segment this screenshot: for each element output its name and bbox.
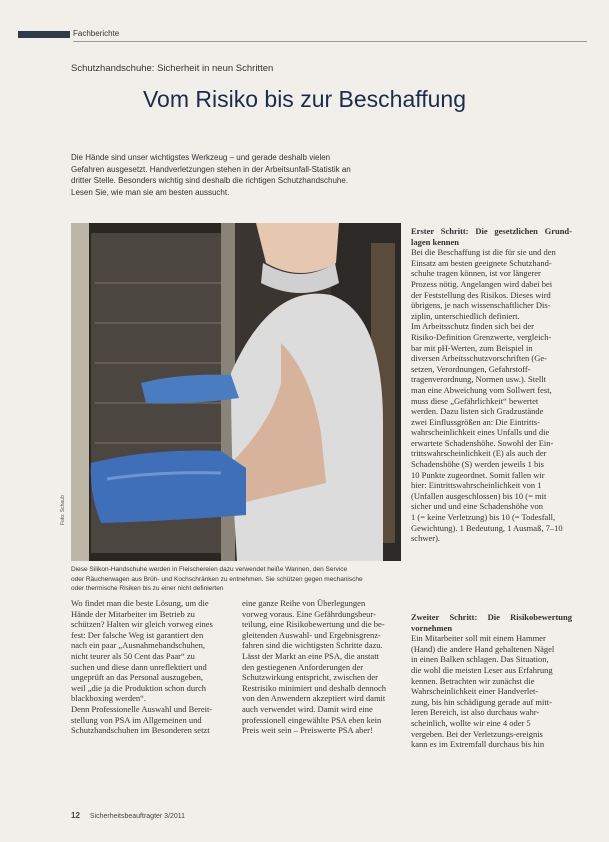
body-line: suchen und diese dann unreflektiert und bbox=[71, 661, 207, 672]
caption-line: Diese Silikon-Handschuhe werden in Fleischereien dazu verwendet heiße Wannen, den Service bbox=[71, 566, 348, 573]
body-line: weil „die ja die Produktion schon durch bbox=[71, 682, 207, 693]
page-number: 12 bbox=[71, 811, 80, 820]
body-line: erwartete Schadenshöhe. Sowohl der Ein- bbox=[411, 437, 554, 448]
body-line: Ein Mitarbeiter soll mit einem Hammer bbox=[411, 633, 546, 644]
body-line: man eine Abweichung vom Sollwert fest, bbox=[411, 384, 552, 395]
body-line: in einen Balken schlagen. Das Situation, bbox=[411, 654, 549, 665]
body-line: den gestiegenen Anforderungen der bbox=[242, 661, 364, 672]
photo-caption bbox=[71, 565, 401, 594]
body-line: bar mit pH-Werten, zum Beispiel in bbox=[411, 342, 533, 353]
body-line: zwei Einflussgrößen an: Die Eintritts- bbox=[411, 416, 540, 427]
body-line: diversen Arbeitsschutzvorschriften (Ge- bbox=[411, 353, 547, 364]
body-line: fahren sind die wichtigsten Schritte dazu. bbox=[242, 640, 383, 651]
body-column-2 bbox=[242, 598, 400, 736]
body-line: Im Arbeitsschutz finden sich bei der bbox=[411, 321, 534, 332]
section-heading: Zweiter Schritt: Die Risikobewertung vornehmen bbox=[411, 612, 572, 633]
section-heading: Erster Schritt: Die gesetzlichen Grund-lagen kennen bbox=[411, 226, 572, 247]
lead-line: Lesen Sie, wie man sie am besten aussucht. bbox=[71, 187, 230, 197]
body-line: trittswahrscheinlichkeit (E) als auch der bbox=[411, 448, 547, 459]
body-line: Einsatz am besten geeignete Schutzhand- bbox=[411, 257, 552, 268]
article-kicker: Schutzhandschuhe: Sicherheit in neun Schritten bbox=[71, 63, 274, 74]
body-line: gleitenden Auswahl- und Ergebnisgrenz- bbox=[242, 629, 381, 640]
body-line: scheinlich, wollte wir eine 4 oder 5 bbox=[411, 717, 531, 728]
body-column-1 bbox=[71, 598, 229, 736]
body-line: leren Bereich, ist also durchaus wahr- bbox=[411, 707, 540, 718]
body-line: fest: Der falsche Weg ist garantiert den bbox=[71, 629, 204, 640]
photo-credit: Foto: Schaub bbox=[60, 495, 66, 525]
body-line: ziplin, unterschiedlich definiert. bbox=[411, 310, 520, 321]
body-line: blackboxing werden“. bbox=[71, 693, 147, 704]
article-photo bbox=[71, 223, 401, 561]
body-line: auch verwendet wird. Damit wird eine bbox=[242, 703, 373, 714]
body-line: kann es im Extremfall durchaus bis hin bbox=[411, 739, 545, 750]
article-lead bbox=[71, 152, 401, 198]
body-line: kennen. Betrachten wir zunächst die bbox=[411, 675, 535, 686]
lead-line: Die Hände sind unser wichtigstes Werkzeug – und gerade deshalb vielen bbox=[71, 153, 331, 162]
body-line: wahrscheinlichkeit eines Unfalls und die bbox=[411, 427, 550, 438]
body-line: zung, bis hin schädigung gerade auf mitt- bbox=[411, 696, 552, 707]
body-line: Wo findet man die beste Lösung, um die bbox=[71, 598, 209, 608]
body-line: Denn Professionelle Auswahl und Bereit- bbox=[71, 703, 213, 714]
body-line: nicht teurer als 50 Cent das Paar“ zu bbox=[71, 650, 195, 661]
body-line: Restrisiko minimiert und deshalb dennoch bbox=[242, 682, 387, 693]
body-line: schuhe tragen können, ist vor längerer bbox=[411, 268, 541, 279]
lead-line: dritter Stelle. Besonders wichtig sind deshalb die richtigen Schutzhandschuhe. bbox=[71, 176, 349, 185]
body-line: setzen, Verordnungen, Gefahrstoff- bbox=[411, 363, 531, 374]
body-line: Preis weit sein – Preiswerte PSA aber! bbox=[242, 725, 373, 736]
body-line: (Hand) die andere Hand gehaltenen Nägel bbox=[411, 643, 555, 654]
publication-name: Sicherheitsbeauftragter 3/2011 bbox=[89, 813, 186, 820]
body-line: vergeben. Bei der Verletzungs-ereignis bbox=[411, 728, 543, 739]
body-line: die wohl die meisten Leser aus Erfahrung bbox=[411, 664, 553, 675]
body-line: teilung, eine Risikobewertung und die be- bbox=[242, 619, 385, 630]
caption-line: oder thermische Risiken bis zu einer nicht definierten bbox=[71, 585, 224, 592]
body-line: hier: Eintrittswahrscheinlichkeit von 1 bbox=[411, 480, 542, 491]
body-line: muss diese „Gefährlichkeit“ bewertet bbox=[411, 395, 539, 406]
body-line: 10 Punkte zugeordnet. Somit fallen wir bbox=[411, 469, 545, 480]
body-line: Schutzwirkung entspricht, zwischen der bbox=[242, 672, 378, 683]
header-rule bbox=[73, 41, 587, 42]
lead-line: Gefahren ausgesetzt. Handverletzungen stehen in der Arbeitsunfall-Statistik an bbox=[71, 164, 351, 174]
body-line: ungeprüft an das Personal auszugeben, bbox=[71, 672, 203, 683]
body-line: nach ein paar „Ausnahmehandschuhen, bbox=[71, 640, 206, 651]
body-line: übrigens, je nach wissenschaftlicher Dis- bbox=[411, 300, 551, 311]
body-line: (Unfallen ausgeschlossen) bis 10 (= mit bbox=[411, 490, 547, 501]
body-line: Schadenshöhe (S) werden jeweils 1 bis bbox=[411, 459, 544, 470]
caption-line: oder Räucherwagen aus Brüh- und Kochschränken zu entnehmen. Sie schützen gegen mechanische bbox=[71, 575, 363, 583]
body-line: tragenverordnung, Normen usw.). Stellt bbox=[411, 374, 546, 385]
article-title: Vom Risiko bis zur Beschaffung bbox=[142, 86, 466, 112]
body-line: Schutzhandschuhen im Besonderen setzt bbox=[71, 725, 210, 736]
body-line: professionell eingewählte PSA eben kein bbox=[242, 714, 382, 725]
body-line: schützen? Halten wir gleich vorweg eines bbox=[71, 619, 213, 630]
body-line: Hände der Mitarbeiter im Betrieb zu bbox=[71, 608, 195, 619]
body-line: Lässt der Markt an eine PSA, die anstatt bbox=[242, 650, 379, 661]
body-line: sicher und und eine Schadenshöhe von bbox=[411, 501, 543, 512]
body-column-3 bbox=[411, 226, 572, 544]
body-line: eine ganze Reihe von Überlegungen bbox=[242, 598, 366, 608]
body-line: Prozess nötig. Angelangen wird dabei bei bbox=[411, 278, 553, 289]
body-line: von den Anwendern akzeptiert wird damit bbox=[242, 693, 386, 704]
body-line: Bei die Beschaffung ist die für sie und den bbox=[411, 247, 556, 258]
body-line: vorweg voraus. Eine Gefährdungsbeur- bbox=[242, 608, 376, 619]
body-line: werden. Dazu listen sich Gradzustände bbox=[411, 406, 544, 417]
section-label: Fachberichte bbox=[73, 29, 120, 38]
page-footer bbox=[71, 811, 185, 820]
section-color-bar bbox=[18, 31, 70, 38]
body-line: der Feststellung des Risikos. Dieses wird bbox=[411, 289, 551, 300]
body-line: Gewichtung). 1 Bedeutung, 1 Ausmaß, 7–10 bbox=[411, 522, 563, 533]
body-line: Risiko-Definition Grenzwerte, vergleich- bbox=[411, 331, 552, 342]
body-line: stellung von PSA im Allgemeinen und bbox=[71, 714, 202, 725]
body-line: 1 (= keine Verletzung) bis 10 (= Todesfall, bbox=[411, 512, 556, 523]
body-column-3-continued bbox=[411, 612, 572, 750]
body-line: schwer). bbox=[411, 533, 441, 544]
body-line: Wahrscheinlichkeit einer Handverlet- bbox=[411, 686, 539, 697]
